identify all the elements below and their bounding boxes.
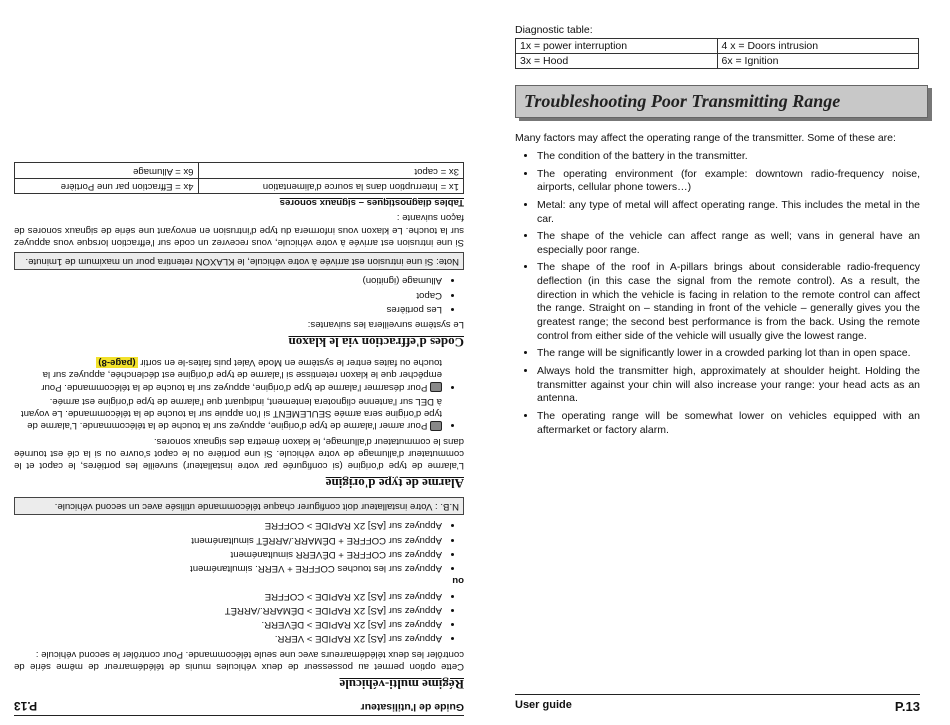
list-item: • The shape of the roof in A-pillars brings about considerable radio-frequency deflection (in this case the signal from the remote control). As a result, the direction in which the vehicle is facing in relation to the remote control can affect the range. Straight on – standing in front of the vehicle – generally gives you the greatest range; the second best performance is from the back. Using the remote control from either side of the vehicle will usually give the lowest range. [537,261,920,343]
list-item: • The shape of the vehicle can affect range as well; vans in general have an especially poor range. [537,230,920,257]
list-item: • The condition of the battery in the transmitter. [537,150,920,164]
list-item: • Appuyez sur les touches COFFRE + VERR. simultanément [14,562,442,574]
section-title: Troubleshooting Poor Transmitting Range [524,91,841,111]
or-label: ou [452,575,464,587]
list-item: • Appuyez sur [AS] 2X RAPIDE > VERR. [14,632,442,644]
footer-page-number: P.13 [894,699,920,714]
list-item: • Capot [14,288,442,300]
list-item: • Appuyez sur [AS] 2X RAPIDE > COFFRE [14,589,442,601]
page-reference: (page-8) [98,357,136,369]
table-cell: 3x = Hood [516,54,718,69]
list-item [14,395,442,432]
horn-codes-intro: Le système surveillera les suivantes: [307,319,464,331]
right-page-content [515,18,920,441]
horn-codes-note: Note: Si une intrusion est arrivée à votre véhicule, le KLAXON retentira pour un maximum de 1minute. [14,252,464,270]
range-factors-list [515,150,920,437]
list-item: • Appuyez sur [AS] 2X RAPIDE > DÉMARR./ARRÊT [14,604,442,616]
horn-codes-heading: Codes d'effraction via le klaxon [288,334,464,350]
table-row [516,39,919,54]
table-row [15,178,464,193]
right-page [475,0,950,725]
table-cell: 1x = power interruption [516,39,718,54]
multi-vehicle-heading: Régime multi-véhicule [339,676,464,692]
list-item [14,356,442,393]
list-item: • Appuyez sur [AS] 2X RAPIDE > COFFRE [14,519,442,531]
table-cell: 6x = Allumage [15,163,199,178]
horn-codes-list [14,274,464,315]
table-cell: 4x = Effraction par une Portière [15,178,199,193]
list-item: • Metal: any type of metal will affect operating range. This includes the metal in the car. [537,199,920,226]
list-item: • Always hold the transmitter high, approximately at shoulder height. Holding the transmitter against your chin will also increase your range: your head acts as an antenna. [537,365,920,406]
diagnostic-table-fr [14,162,464,194]
list-item-text: Pour armer l'alarme de type d'origine, appuyez sur la touche de la télécommande. L'alarme de type d'origine sera armée SEULEMENT si l'on appuie sur la touche de la télécommande. Le voyant à DEL sur l'antenne clignotera lentement, indiquant que l'alarme de type d'origine est armée. [20,395,442,432]
multi-vehicle-list-alt [14,519,464,574]
list-item: • The operating environment (for example: downtown radio-frequency noise, airports, cellular phone towers…) [537,168,920,195]
right-page-footer [515,694,920,714]
section-intro: Many factors may affect the operating range of the transmitter. Some of these are: [515,132,896,144]
list-item: • Appuyez sur [AS] 2X RAPIDE > DÉVERR. [14,618,442,630]
list-item: • Allumage (ignition) [14,274,442,286]
multi-vehicle-note: N.B. : Votre installateur doit configurer chaque télécommande utilisée avec un second véhicule. [14,497,464,515]
left-page-number: P.13 [14,699,38,713]
factory-alarm-list [14,356,464,432]
table-cell: 3x = capot [198,163,463,178]
table-row [15,163,464,178]
diagnostic-table-title: Diagnostic table: [515,24,593,36]
table-row [516,54,919,69]
list-item: • Les portières [14,303,442,315]
remote-button-icon [430,382,442,392]
diagnostic-table [515,38,919,69]
multi-vehicle-list [14,589,464,644]
upside-down-french-page [14,8,464,716]
list-item: • Appuyez sur COFFRE + DÉMARR./ARRÊT simultanément [14,533,442,545]
table-cell: 6x = Ignition [717,54,919,69]
list-item: • The range will be significantly lower in a crowded parking lot than in open space. [537,347,920,361]
footer-title: User guide [515,699,572,711]
left-header-title: Guide de l'utilisateur [360,701,464,713]
multi-vehicle-intro: Cette option permet au possesseur de deux véhicules munis de télédémarreur de même série de contrôler les deux télédémarreurs avec une seule télécommande. Pour contrôler le second véhicule : [14,648,464,673]
factory-alarm-intro: L'alarme de type d'origine (si configurée par votre installateur) surveille les portières, le capot et le commutateur d'allumage de votre véhicule. Si une portière ou le capot s'ouvre ou si la clé est tournée dans le commutateur d'allumage, le klaxon émettra des signaux sonores. [14,435,464,472]
table-cell: 4 x = Doors intrusion [717,39,919,54]
intrusion-paragraph: Si une intrusion est arrivée à votre véhicule, vous recevrez un code sur l'effraction lorsque vous appuyez sur la touche. Le klaxon vous informera du type d'intrusion en envoyant une série de signaux sonores de façon suivante : [14,212,464,248]
list-item-text: Pour désarmer l'alarme de type d'origine, appuyez sur la touche de la télécommande. Pour empêcher que le klaxon retentisse si l'alarme de type d'origine est déclenchée, appuyez sur la touche ou faites entrer le système en Mode Valet puis faites-le en sortir [41,357,442,393]
section-title-banner [515,85,928,118]
remote-button-icon [430,421,442,431]
list-item: • Appuyez sur COFFRE + DÉVERR simultanément [14,548,442,560]
diagnostic-table-title-fr: Tables diagnostiques – signaux sonores [279,197,464,209]
list-item: • The operating range will be somewhat lower on vehicles equipped with an aftermarket or factory alarm. [537,410,920,437]
table-cell: 1x = Interruption dans la source d'alimentation [198,178,463,193]
factory-alarm-heading: Alarme de type d'origine [325,475,464,491]
left-page-header [14,698,464,716]
